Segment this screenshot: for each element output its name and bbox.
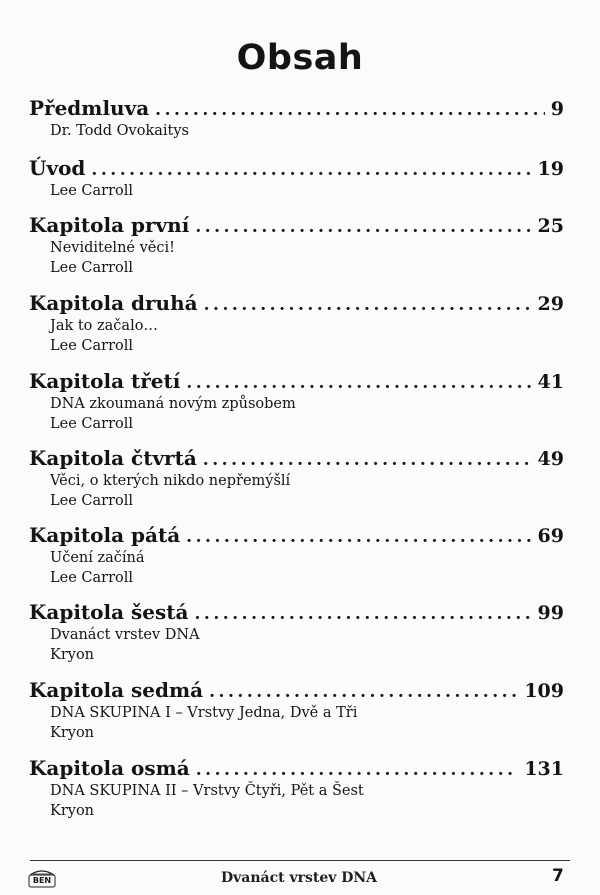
toc-author: Dr. Todd Ovokaitys [50, 123, 189, 139]
toc-heading: Kapitola druhá [29, 291, 198, 315]
toc-author: Lee Carroll [50, 415, 134, 432]
page-title: Obsah [236, 38, 364, 78]
toc-subtitle: DNA zkoumaná novým způsobem [50, 396, 296, 412]
dot-leader [204, 295, 532, 315]
toc-author: Lee Carroll [50, 569, 134, 586]
toc-heading: Kapitola první [29, 213, 190, 237]
toc-subtitle: DNA SKUPINA II – Vrstvy Čtyři, Pět a Šest [50, 783, 364, 799]
toc-author: Lee Carroll [50, 337, 134, 354]
dot-leader [196, 760, 519, 780]
toc-author: Kryon [50, 646, 95, 663]
toc-entry [29, 678, 564, 743]
toc-page-number: 29 [537, 293, 564, 315]
toc-author: Kryon [50, 802, 95, 819]
toc-heading: Úvod [29, 156, 86, 180]
toc-page-number: 99 [537, 602, 564, 624]
toc-subtitle: Neviditelné věci! [50, 240, 175, 256]
toc-entry [29, 756, 564, 821]
toc-page-number: 109 [524, 680, 564, 702]
dot-leader [186, 373, 531, 393]
toc-entry [29, 156, 564, 202]
toc-heading: Kapitola třetí [29, 369, 181, 393]
dot-leader [195, 217, 531, 237]
toc-subtitle: Učení začíná [50, 550, 145, 566]
toc-entry [29, 446, 564, 511]
dot-leader [209, 682, 518, 702]
publisher-logo-text: BEN [32, 876, 52, 885]
toc-entry [29, 369, 564, 434]
dot-leader [203, 450, 532, 470]
toc-heading: Kapitola šestá [29, 600, 189, 624]
toc-entry [29, 523, 564, 588]
toc-page-number: 49 [537, 448, 564, 470]
toc-heading: Kapitola sedmá [29, 678, 204, 702]
toc-page-number: 41 [537, 371, 564, 393]
toc-entry [29, 96, 564, 142]
toc-entry [29, 291, 564, 356]
dot-leader [194, 604, 531, 624]
running-footer-title: Dvanáct vrstev DNA [221, 870, 378, 886]
toc-subtitle: Dvanáct vrstev DNA [50, 627, 200, 643]
toc-subtitle: DNA SKUPINA I – Vrstvy Jedna, Dvě a Tři [50, 705, 358, 721]
toc-entry [29, 600, 564, 665]
toc-author: Lee Carroll [50, 183, 134, 199]
toc-page-number: 69 [537, 525, 564, 547]
toc-subtitle: Jak to začalo… [50, 318, 158, 334]
toc-author: Kryon [50, 724, 95, 741]
toc-page-number: 9 [550, 98, 564, 120]
folio-page-number: 7 [552, 866, 564, 886]
toc-entry [29, 213, 564, 278]
toc-heading: Kapitola čtvrtá [29, 446, 197, 470]
toc-heading: Kapitola osmá [29, 756, 190, 780]
publisher-logo [27, 865, 57, 889]
toc-author: Lee Carroll [50, 492, 134, 509]
toc-heading: Předmluva [29, 96, 150, 120]
dot-leader [91, 160, 531, 180]
toc-heading: Kapitola pátá [29, 523, 181, 547]
toc-page-number: 19 [537, 158, 564, 180]
toc-page-number: 131 [524, 758, 564, 780]
dot-leader [155, 100, 545, 120]
toc-author: Lee Carroll [50, 259, 134, 276]
footer-divider [30, 860, 570, 861]
dot-leader [186, 527, 531, 547]
toc-subtitle: Věci, o kterých nikdo nepřemýšlí [50, 473, 291, 489]
toc-page-number: 25 [537, 215, 564, 237]
